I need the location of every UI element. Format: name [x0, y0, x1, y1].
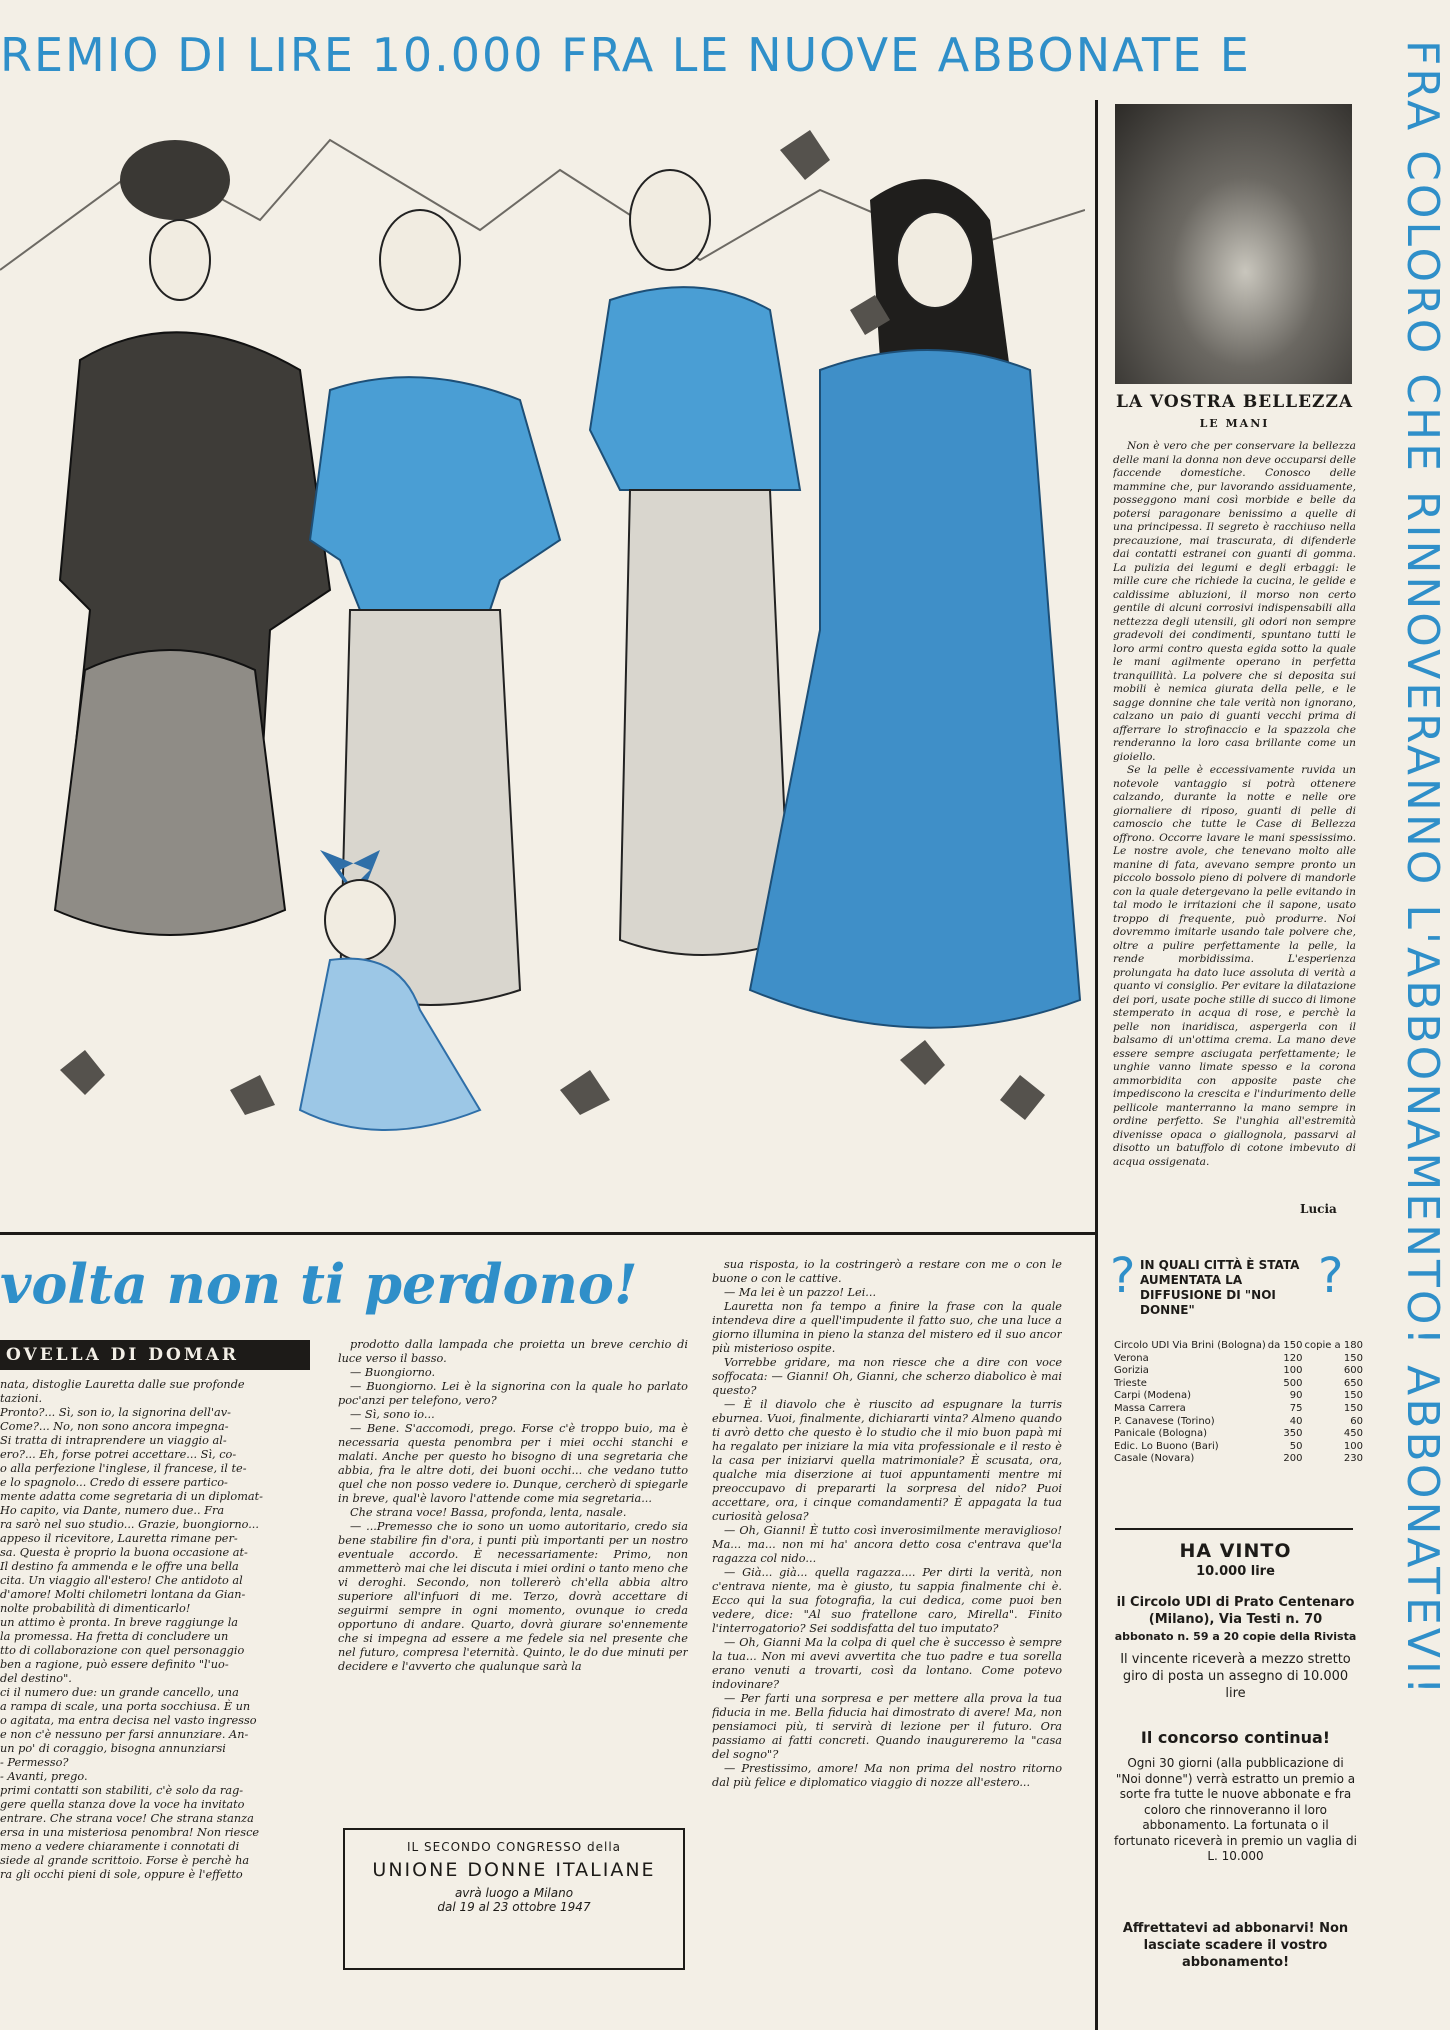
story-paragraph: o agitata, ma entra decisa nel vasto ingresso [0, 1714, 257, 1727]
city-name: Casale (Novara) [1114, 1453, 1195, 1465]
winner-club: il Circolo UDI di Prato Centenaro (Milano), Via Testi n. 70 [1116, 1595, 1355, 1627]
beauty-title: LA VOSTRA BELLEZZA [1115, 392, 1354, 412]
city-name: Trieste [1114, 1377, 1147, 1389]
copies-value: 60 [1350, 1415, 1363, 1427]
story-paragraph: - Permesso? [0, 1756, 69, 1769]
copies-value: 90 [1289, 1390, 1303, 1402]
cities-title: IN QUALI CITTÀ È STATA AUMENTATA LA DIFFUSIONE DI "NOI DONNE" [1140, 1258, 1300, 1317]
question-mark-icon: ? [1318, 1248, 1344, 1304]
story-headline: volta non ti perdono! [0, 1252, 638, 1316]
story-paragraph: — ...Premesso che io sono un uomo autoritario, credo sia bene stabilire fin d'ora, i punti più importanti per un nostro eventuale accordo. È necessariamente: Primo, non ammetterò mai che lei discuta i miei ordini o tanto meno che vi deroghi. Secondo, non tollererò ch'ella abbia altro superiore all'infuori di me. Terzo, dovrà accettare di seguirmi sempre in ogni momento, ovunque io creda opportuno di andare. Quarto, dovrà giurare so'ennemente che si impegna ad essere a me fedele sia nel presente che nel futuro, compresa l'eternità. Quinto, le do due minuti per decidere e l'avverto che qualunque sarà la [338, 1520, 688, 1673]
story-paragraph: meno a vedere chiaramente i connotati di [0, 1840, 240, 1853]
contest-body: Ogni 30 giorni (alla pubblicazione di "Noi donne") verrà estratto un premio a sorte fra tutte le nuove abbonate e fra coloro che rinnoveranno il loro abbonamento. La fortunata o il fortunato riceverà in premio un vaglia di L. 10.000 [1114, 1756, 1357, 1863]
story-paragraph: Vorrebbe gridare, ma non riesce che a dire con voce soffocata: — Gianni! Oh, Gianni, che scherzo diabolico è mai questo? [712, 1356, 1062, 1397]
beauty-article [1113, 440, 1356, 1210]
congress-dates: dal 19 al 23 ottobre 1947 [437, 1900, 591, 1914]
figure-woman-striped-top [590, 170, 800, 955]
city-row [1113, 1428, 1364, 1441]
story-paragraph: del destino". [0, 1672, 72, 1685]
story-paragraph: ci il numero due: un grande cancello, una [0, 1686, 239, 1699]
copies-value: 100 [1283, 1365, 1303, 1377]
story-paragraph: — Per farti una sorpresa e per mettere alla prova la tua fiducia in me. Bella fiducia hai dimostrato di avere! Ma, non pensiamoci più, ti servirà di lezione per il futuro. Ora passiamo ai fatti concreti. Quando inaugureremo la "casa del sogno"? [712, 1692, 1062, 1761]
story-column-2 [338, 1338, 688, 1808]
story-paragraph: nata, distoglie Lauretta dalle sue profonde [0, 1378, 245, 1391]
story-paragraph: Ho capito, via Dante, numero due.. Fra [0, 1504, 225, 1517]
story-author-bar: OVELLA DI DOMAR [0, 1340, 310, 1370]
beauty-paragraph: Non è vero che per conservare la bellezza delle mani la donna non deve occuparsi delle faccende domestiche. Conosco delle mammine che, pur lavorando assiduamente, posseggono mani così morbide e belle da potersi paragonare benissimo a quelle di una principessa. Il segreto è racchiuso nella precauzione, mai trascurata, di difenderle dai contatti estranei con guanti di gomma. La pulizia dei legumi e degli erbaggi: le mille cure che richiede la cucina, le gelide e caldissime abluzioni, il morso non certo gentile di alcuni corrosivi indispensabili alla nettezza degli utensili, gli odori non sempre gradevoli dei condimenti, spuntano tutti le loro armi contro questa egida sotto la quale le mani agilmente operano in perfetta tranquillità. La polvere che si deposita sui mobili è nemica giurata della pelle, e le sagge donnine che tale verità non ignorano, calzano un paio di guanti vecchi prima di afferrare lo strofinaccio e la spazzola che renderanno la loro casa brillante come un gioiello. [1113, 440, 1356, 763]
winner-club-note: abbonato n. 59 a 20 copie della Rivista [1114, 1630, 1357, 1643]
story-paragraph: e non c'è nessuno per farsi annunziare. An- [0, 1728, 249, 1741]
city-row [1113, 1378, 1364, 1391]
winner-title: HA VINTO [1179, 1540, 1292, 1562]
city-row [1113, 1365, 1364, 1378]
city-name: Circolo UDI Via Brini (Bologna) [1114, 1340, 1266, 1351]
story-paragraph: o alla perfezione l'inglese, il francese, il te- [0, 1462, 247, 1475]
story-paragraph: siede al grande scrittoio. Forse è perchè ha [0, 1854, 250, 1867]
figure-woman-blue-dress [750, 179, 1080, 1028]
copies-value: 600 [1343, 1365, 1363, 1377]
copies-value: 500 [1283, 1377, 1303, 1389]
banner-headline: REMIO DI LIRE 10.000 FRA LE NUOVE ABBONATE E [0, 28, 1251, 82]
story-column-1 [0, 1378, 315, 1988]
story-paragraph: ersa in una misteriosa penombra! Non riesce [0, 1826, 260, 1839]
copies-value: 150 [1343, 1352, 1363, 1364]
city-name: Massa Carrera [1114, 1402, 1186, 1414]
city-name: Panicale (Bologna) [1114, 1428, 1208, 1440]
congress-box [343, 1828, 685, 1970]
story-paragraph: cita. Un viaggio all'estero! Che antidoto al [0, 1574, 243, 1587]
copies-value: 40 [1289, 1415, 1303, 1427]
copies-value: 650 [1343, 1377, 1363, 1389]
story-paragraph: ben a ragione, può essere definito "l'uo- [0, 1658, 229, 1671]
story-paragraph: — Sì, sono io... [350, 1408, 435, 1421]
story-paragraph: — Buongiorno. [350, 1366, 436, 1379]
story-paragraph: — Già... già... quella ragazza.... Per dirti la verità, non c'entrava niente, ma è giusto, tu sappia finalmente chi è. Ecco qui la sua fotografia, la cui dedica, come puoi ben vedere, dice: "Al suo fratellone caro, Mirella". Finito l'interrogatorio? Sei soddisfatta del tuo imputato? [712, 1566, 1062, 1635]
beauty-subtitle: LE MANI [1199, 417, 1270, 430]
story-paragraph: — Ma lei è un pazzo! Lei... [724, 1286, 877, 1299]
winner-details [1113, 1594, 1358, 1702]
story-paragraph: Lauretta non fa tempo a finire la frase con la quale intendeva dire a quell'impudente il fatto suo, che una luce a giorno illumina in pieno la stanza del mistero ed il suo ancor più misterioso ospite. [712, 1300, 1062, 1355]
fashion-illustration [0, 110, 1085, 1210]
copies-value: 75 [1289, 1402, 1303, 1414]
story-paragraph: Si tratta di intraprendere un viaggio al- [0, 1434, 227, 1447]
story-paragraph: ero?... Eh, forse potrei accettare... Sì, co- [0, 1448, 237, 1461]
story-paragraph: — Oh, Gianni Ma la colpa di quel che è successo è sempre la tua... Non mi avevi avvertita che tuo padre e tua sorella erano venuti a trovarti, così da lontano. Come potevo indovinare? [712, 1636, 1062, 1691]
city-row [1113, 1340, 1364, 1353]
story-paragraph: un attimo è pronta. In breve raggiunge la [0, 1616, 239, 1629]
city-name: Gorizia [1114, 1365, 1149, 1377]
city-name: Carpi (Modena) [1114, 1390, 1192, 1402]
story-paragraph: e lo spagnolo... Credo di essere partico- [0, 1476, 228, 1489]
cities-table [1113, 1340, 1364, 1466]
story-paragraph: - Avanti, prego. [0, 1770, 88, 1783]
city-name: P. Canavese (Torino) [1114, 1415, 1215, 1427]
contest-footer: Affrettatevi ad abbonarvi! Non lasciate scadere il vostro abbonamento! [1122, 1921, 1349, 1970]
story-paragraph: — Prestissimo, amore! Ma non prima del nostro ritorno dal più felice e diplomatico viaggio di nozze all'estero... [712, 1762, 1062, 1789]
copies-value: 350 [1283, 1428, 1303, 1440]
contest-title: Il concorso continua! [1140, 1728, 1331, 1747]
story-paragraph: — È il diavolo che è riuscito ad espugnare la turris eburnea. Vuoi, finalmente, dichiararti vinta? Almeno quando ti avrò detto che questo è lo studio che il mio buon papà mi ha regalato per iniziare la mia vita professionale e il resto è la casa per iniziarvi quella matrimoniale? È scusata, ora, qualche mia diserzione ai tuoi appuntamenti mentre mi preoccupavo di prepararti la sorpresa del nido? Puoi accettare, ora, i cinque comandamenti? È appagata la tua curiosità gelosa? [712, 1398, 1062, 1523]
story-column-3 [712, 1258, 1062, 1998]
story-paragraph: Che strana voce! Bassa, profonda, lenta, nasale. [350, 1506, 627, 1519]
copies-value: da 150 [1267, 1340, 1303, 1351]
question-mark-icon: ? [1110, 1248, 1136, 1304]
story-paragraph: tto di collaborazione con quel personaggio [0, 1644, 245, 1657]
city-row [1113, 1416, 1364, 1429]
story-paragraph: un po' di coraggio, bisogna annunziarsi [0, 1742, 226, 1755]
copies-value: 230 [1343, 1453, 1363, 1465]
story-paragraph: ra gli occhi pieni di sole, oppure è l'effetto [0, 1868, 243, 1881]
story-paragraph: Pronto?... Sì, son io, la signorina dell'av- [0, 1406, 231, 1419]
story-paragraph: — Oh, Gianni! È tutto così inverosimilmente meraviglioso! Ma... ma... non mi ha' ancora detto cosa c'entrava que'la ragazza col nido... [712, 1524, 1062, 1565]
story-paragraph: mente adatta come segretaria di un diplomat- [0, 1490, 264, 1503]
column-divider [1095, 100, 1098, 2030]
story-paragraph: Il destino fa ammenda e le offre una bella [0, 1560, 239, 1573]
story-paragraph: — Bene. S'accomodi, prego. Forse c'è troppo buio, ma è necessaria questa penombra per i miei occhi stanchi e malati. Anche per questo ho bisogno di una segretaria che abbia, fra le altre doti, dei buoni occhi... che vedano tutto quel che non posso vedere io. Dunque, cercherò di spiegarle in breve, qual'è lavoro l'attende come mia segretaria... [338, 1422, 688, 1505]
winner-text: Il vincente riceverà a mezzo stretto giro di posta un assegno di 10.000 lire [1120, 1652, 1351, 1701]
congress-line: IL SECONDO CONGRESSO della [406, 1840, 622, 1854]
hands-photo [1115, 104, 1352, 384]
section-divider [0, 1232, 1098, 1235]
story-paragraph: prodotto dalla lampada che proietta un breve cerchio di luce verso il basso. [338, 1338, 688, 1365]
story-paragraph: sa. Questa è proprio la buona occasione at- [0, 1546, 248, 1559]
story-paragraph: appeso il ricevitore, Lauretta rimane per- [0, 1532, 238, 1545]
copies-value: 150 [1343, 1390, 1363, 1402]
story-paragraph: la promessa. Ha fretta di concludere un [0, 1630, 229, 1643]
city-name: Edic. Lo Buono (Bari) [1114, 1440, 1219, 1452]
vertical-slogan: FRA COLORO CHE RINNOVERANNO L'ABBONAMENTO! ABBONATEVI! [1397, 40, 1448, 1698]
copies-value: 120 [1283, 1352, 1303, 1364]
congress-line: avrà luogo a Milano [454, 1886, 574, 1900]
story-paragraph: primi contatti son stabiliti, c'è solo da rag- [0, 1784, 244, 1797]
story-paragraph: tazioni. [0, 1392, 43, 1405]
story-paragraph: ra sarò nel suo studio... Grazie, buongiorno... [0, 1518, 259, 1531]
city-row [1113, 1390, 1364, 1403]
city-row [1113, 1353, 1364, 1366]
story-paragraph: a rampa di scale, una porta socchiusa. È un [0, 1700, 251, 1713]
story-paragraph: sua risposta, io la costringerò a restare con me o con le buone o con le cattive. [712, 1258, 1062, 1285]
city-row [1113, 1441, 1364, 1454]
story-paragraph: d'amore! Molti chilometri lontana da Gian- [0, 1588, 246, 1601]
figure-woman-hat [55, 140, 330, 935]
story-paragraph: Come?... No, non sono ancora impegna- [0, 1420, 229, 1433]
winner-amount: 10.000 lire [1196, 1564, 1275, 1579]
copies-value: copie a 180 [1304, 1340, 1363, 1351]
beauty-signature: Lucia [1300, 1202, 1337, 1216]
city-row [1113, 1453, 1364, 1466]
beauty-paragraph: Se la pelle è eccessivamente ruvida un notevole vantaggio si potrà ottenere calzando, durante la notte e nelle ore giornaliere di riposo, guanti di pelle di camoscio che tutte le Case di Bellezza offrono. Occorre lavare le mani spessissimo. Le nostre avole, che tenevano molto alle manine di fata, avevano sempre pronto un piccolo bossolo pieno di polvere di mandorle con la quale detergevano la pelle evitando in tal modo le irritazioni che il sapone, usato troppo di frequente, può produrre. Noi dovremmo imitarle usando tale polvere che, oltre a pulire perfettamente la pelle, la rende morbidissima. L'esperienza prolungata ha dato luce assoluta di verità a quanto vi consiglio. Per evitare la dilatazione dei pori, usate poche stille di succo di limone stemperato in acqua di rose, e perchè la pelle non inaridisca, aspergerla con il balsamo di un'ottima crema. La mano deve essere sempre asciugata perfettamente; le unghie vanno limate spesso e la corona ammorbidita con apposite paste che impediscono la crescita e l'indurimento delle pellicole manterranno la mano sempre in ordine perfetto. Se l'unghia all'estremità divenisse opaca o giallognola, passarvi al disotto un batuffolo di cotone imbevuto di acqua ossigenata. [1113, 764, 1356, 1168]
copies-value: 150 [1343, 1402, 1363, 1414]
copies-value: 450 [1343, 1428, 1363, 1440]
sidebar-separator [1115, 1528, 1353, 1530]
copies-value: 200 [1283, 1453, 1303, 1465]
story-paragraph: nolte probabilità di dimenticarlo! [0, 1602, 191, 1615]
copies-value: 100 [1343, 1440, 1363, 1452]
city-name: Verona [1114, 1352, 1149, 1364]
story-paragraph: — Buongiorno. Lei è la signorina con la quale ho parlato poc'anzi per telefono, vero? [338, 1380, 688, 1407]
congress-name: UNIONE DONNE ITALIANE [372, 1859, 656, 1881]
story-paragraph: gere quella stanza dove la voce ha invitato [0, 1798, 245, 1811]
story-paragraph: entrare. Che strana voce! Che strana stanza [0, 1812, 254, 1825]
copies-value: 50 [1289, 1440, 1303, 1452]
city-row [1113, 1403, 1364, 1416]
